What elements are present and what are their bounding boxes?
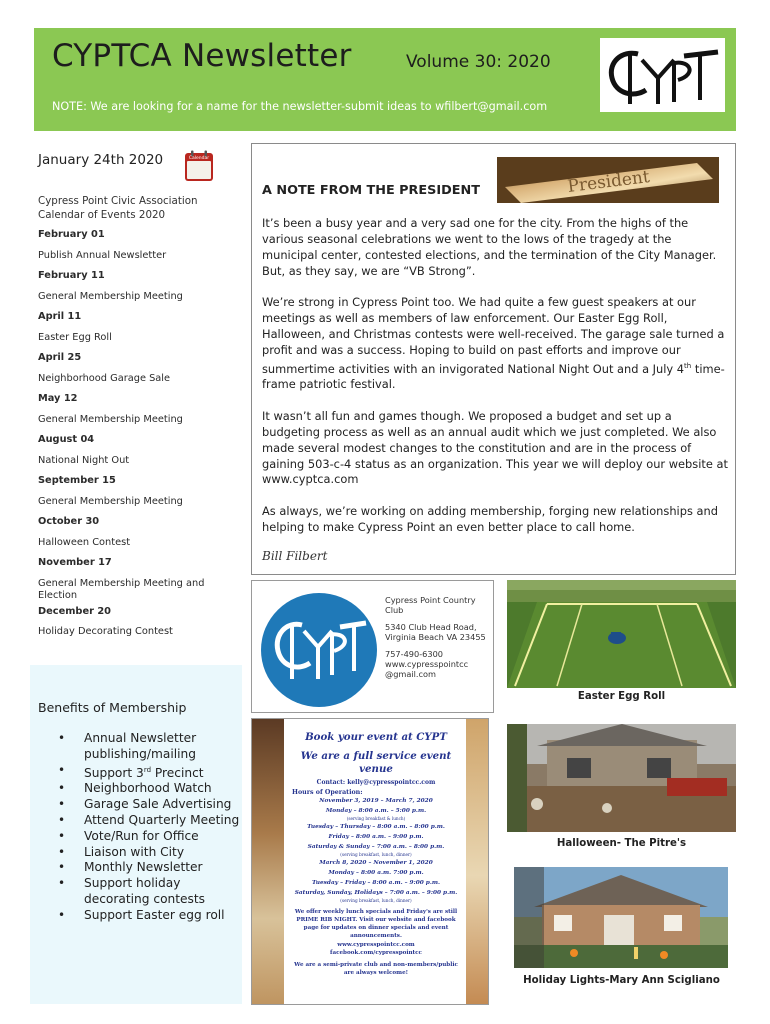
president-plaque-image [497,157,719,203]
flyer-hours-line: Friday – 8:00 a.m. – 9:00 p.m. [328,834,424,840]
newsletter-banner [34,28,736,131]
calendar-icon [184,150,214,182]
event-date: September 15 [38,475,116,486]
benefit-item: • Support Easter egg roll [58,908,242,924]
benefit-item: • Support 3rd Precinct [58,763,242,782]
benefits-title: Benefits of Membership [38,700,187,715]
event-date: May 12 [38,393,78,404]
event-date: February 11 [38,270,105,281]
club-info-card [251,580,494,713]
benefit-item: • Liaison with City [58,845,242,861]
event-date: October 30 [38,516,100,527]
flyer-title: Book your event at CYPT [305,731,447,743]
event-date: February 01 [38,229,105,240]
event-date: April 25 [38,352,82,363]
food-photo-right [466,719,488,1004]
club-contact-lines [385,649,487,680]
flyer-hours-label: Hours of Operation: [292,789,363,796]
benefits-panel [30,665,242,1004]
flyer-card [286,725,466,997]
issue-date: January 24th 2020 [38,152,164,168]
president-paragraph: It wasn’t all fun and games though. We proposed a budget and set up a budgeting process as well as an annual audit which we just completed. We also made several modest changes to the constitution and are in the process of gaining 503-c-4 status as an organization. This year we will deploy our website at www.cyptca.com [262,408,728,487]
flyer-season: March 8, 2020 – November 1, 2020 [319,860,433,866]
flyer-note: (serving breakfast, lunch, dinner) [340,852,412,857]
flyer-hours-line: Tuesday – Thursday – 8:00 a.m. – 8:00 p.m. [307,824,445,830]
newsletter-title: CYPTCA Newsletter [52,38,352,74]
club-logo [258,591,380,709]
flyer-note: (serving breakfast, lunch, dinner) [340,898,412,903]
volume-label: Volume 30: 2020 [406,52,551,72]
benefit-item: • Monthly Newsletter [58,860,242,876]
flyer-note: (serving breakfast & lunch) [346,816,406,821]
president-note [251,143,736,575]
benefit-item: • Garage Sale Advertising [58,797,242,813]
benefit-item: • Attend Quarterly Meeting [58,813,242,829]
event-date: April 11 [38,311,82,322]
event-name: Easter Egg Roll [38,331,112,343]
calendar-heading: Cypress Point Civic Association Calendar of Events 2020 [38,195,198,221]
president-paragraph: As always, we’re working on adding membership, forging new relationships and helping to make Cypress Point an even better place to call home. [262,503,718,534]
flyer-hours-line: Saturday & Sunday – 7:00 a.m. – 8:00 p.m. [307,844,445,850]
event-date: November 17 [38,557,112,568]
cypt-logo [600,38,725,112]
event-name: Neighborhood Garage Sale [38,372,171,384]
flyer-website: www.cypresspointcc.com [337,942,415,948]
halloween-caption: Halloween- The Pitre's [556,838,687,849]
event-name: General Membership Meeting [38,495,183,507]
club-address: 5340 Club Head Road, Virginia Beach VA 23455 [385,621,486,643]
event-name: National Night Out [38,454,130,466]
holiday-caption: Holiday Lights-Mary Ann Scigliano [523,975,720,986]
event-name: Halloween Contest [38,536,131,548]
event-name: General Membership Meeting [38,413,183,425]
holiday-lights-photo [514,867,728,968]
flyer-hours-line: Monday – 8:00 a.m. – 5:00 p.m. [325,808,427,814]
event-venue-flyer [251,718,489,1005]
club-name: Cypress Point Country Club [385,595,476,616]
event-date: December 20 [38,605,111,617]
event-name: Holiday Decorating Contest [38,626,173,637]
flyer-hours-line: Tuesday – Friday – 8:00 a.m. – 9:00 p.m. [311,880,441,886]
event-name: General Membership Meeting and Election [38,577,205,601]
club-email: @gmail.com [385,669,437,680]
easter-caption: Easter Egg Roll [577,691,666,702]
president-body [262,216,728,551]
flyer-contact: Contact: kelly@cypresspointcc.com [316,779,436,786]
svg-text:President: President [566,167,651,197]
club-phone: 757-490-6300 [385,648,444,659]
halloween-photo [507,724,736,832]
easter-egg-roll-photo [507,580,736,688]
club-contact [385,595,487,686]
benefit-item: • Vote/Run for Office [58,829,242,845]
club-web: www.cypresspointcc [385,659,469,670]
submission-note: NOTE: We are looking for a name for the newsletter-submit ideas to wfilbert@gmail.com [52,100,548,113]
flyer-facebook: facebook.com/cypresspointcc [330,950,422,956]
events-list [38,229,238,647]
president-paragraph: It’s been a busy year and a very sad one for the city. From the highs of the various seasonal celebrations we went to the lows of the tragedy at the municipal center, contested elections, and the termination of the City Manager. But, as they say, we are “VB Strong”. [262,216,717,278]
food-photo-left [252,719,284,1004]
flyer-hours-line: Monday – 8:00 a.m. 7:00 p.m. [328,870,424,876]
benefit-item: • Support holiday decorating contests [58,876,242,908]
event-name: Publish Annual Newsletter [38,249,167,261]
event-date: August 04 [38,434,95,445]
event-name: General Membership Meeting [38,290,183,302]
svg-text:Calendar: Calendar [188,156,210,161]
flyer-subtitle: We are a full service event venue [300,750,452,775]
benefit-item: • Neighborhood Watch [58,781,242,797]
benefits-list [58,731,242,924]
flyer-footer: We are a semi-private club and non-members/public are always welcome! [294,962,458,976]
flyer-hours-line: Saturday, Sunday, Holidays – 7:00 a.m. – 9:00 p.m. [294,890,458,896]
flyer-season: November 3, 2019 – March 7, 2020 [319,798,433,804]
benefit-item: • Annual Newsletter publishing/mailing [58,731,242,763]
president-signature: Bill Filbert [262,549,328,563]
president-paragraph: We’re strong in Cypress Point too. We had quite a few guest speakers at our meetings as well as members of law enforcement. Our Easter Egg Roll, Halloween, and Christmas contests were well-received. The garage sale turned a profit and was a success. Hoping to build on past efforts and improve our summertime activities with an invigorated National Night Out and a July 4th time-frame patriotic festival. [262,295,725,392]
flyer-specials: We offer weekly lunch specials and Friday's are still PRIME RIB NIGHT. Visit our website and facebook page for updates on dinner specials and event announcements. [294,909,458,939]
president-heading: A NOTE FROM THE PRESIDENT [262,183,480,198]
